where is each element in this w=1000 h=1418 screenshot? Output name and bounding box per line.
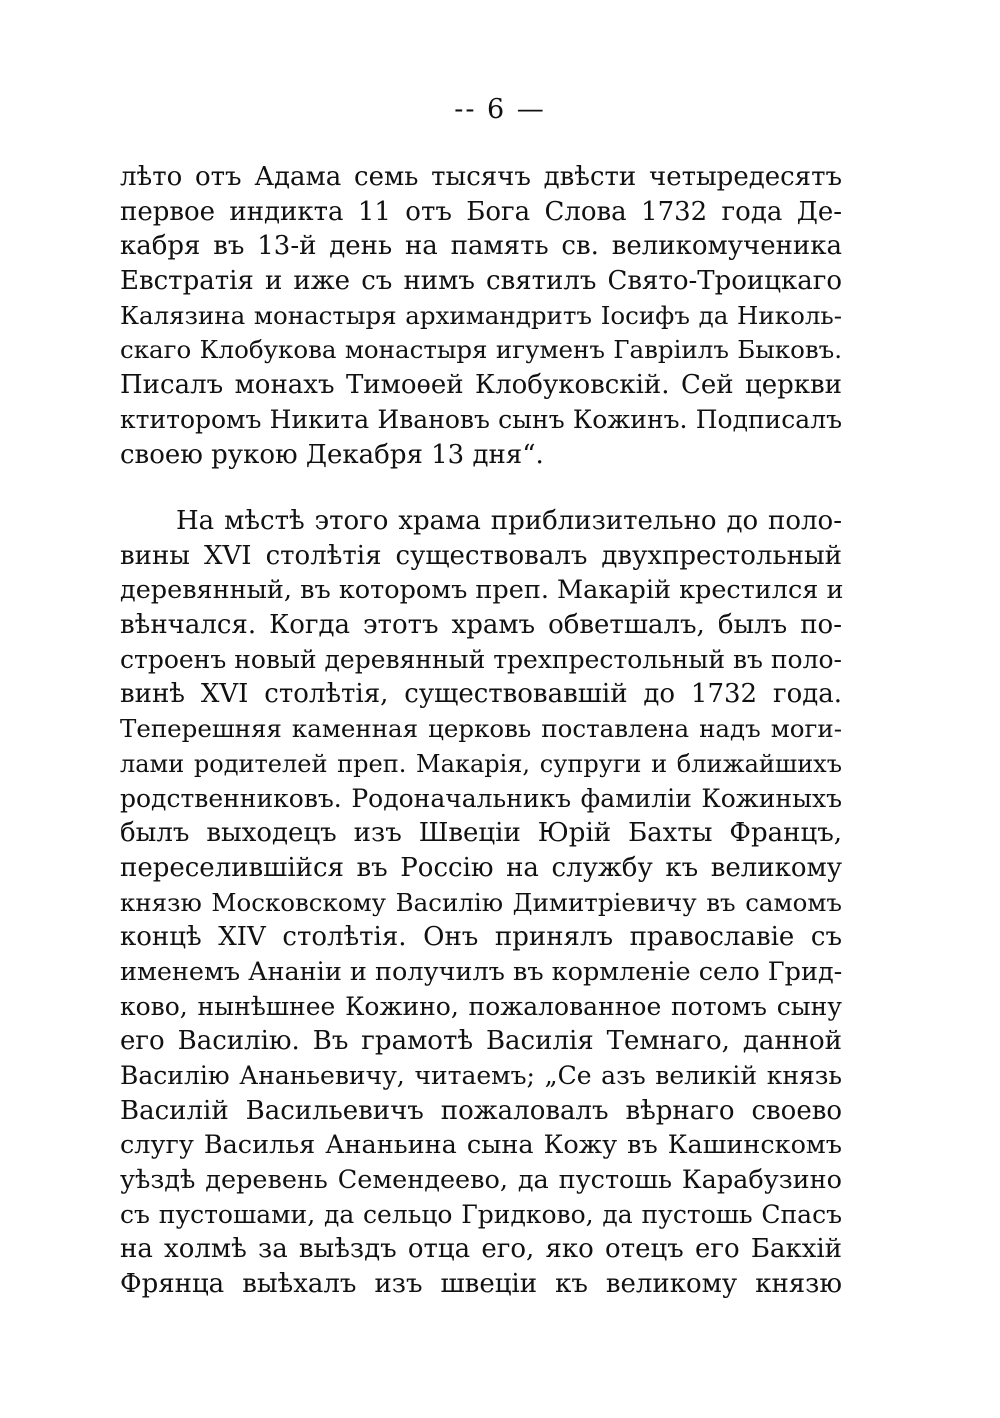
text-line: Евстратія и иже съ нимъ святилъ Свято-Троицкаго [120,266,842,297]
text-line: переселившійся въ Россію на службу къ великому [120,852,842,883]
text-line: вѣнчался. Когда этотъ храмъ обветшалъ, былъ по- [120,610,842,641]
text-line: вины XVI столѣтія существовалъ двухпрестольный [120,540,842,571]
text-line: на холмѣ за выѣздъ отца его, яко отецъ его Бакхій [120,1234,842,1265]
text-line: Василій Васильевичъ пожаловалъ вѣрнаго своево [120,1095,842,1126]
text-line: кабря въ 13-й день на память св. великомученика [120,231,842,262]
text-line: его Василію. Въ грамотѣ Василія Темнаго, данной [120,1026,842,1057]
text-line: съ пустошами, да сельцо Гридково, да пустошь Спасъ [120,1199,842,1229]
text-line: Теперешняя каменная церковь поставлена надъ моги- [120,714,842,744]
text-line: своею рукою Декабря 13 дня“. [120,439,544,470]
text-line: концѣ XIV столѣтія. Онъ принялъ православіе съ [120,922,842,953]
text-line: ково, нынѣшнее Кожино, пожалованное потомъ сыну [120,991,842,1021]
text-line: именемъ Ананіи и получилъ въ кормленіе село Грид- [120,956,843,987]
text-line: Калязина монастыря архимандритъ Іосифъ да Николь- [120,300,842,330]
text-line: Писалъ монахъ Тимоѳей Клобуковскій. Сей церкви [120,370,842,401]
text-line: лами родителей преп. Макарія, супруги и ближайшихъ [120,749,842,778]
text-line: На мѣстѣ этого храма приблизительно до поло- [176,506,842,536]
text-line: ктиторомъ Никита Ивановъ сынъ Кожинъ. Подписалъ [120,404,842,434]
text-line: родственниковъ. Родоначальникъ фамиліи Кожиныхъ [120,783,842,813]
text-line: лѣто отъ Адама семь тысячъ двѣсти четыредесятъ [120,162,842,192]
text-line: Василію Ананьевичу, читаемъ; „Се азъ великій князь [120,1061,842,1090]
text-line: слугу Василья Ананьина сына Кожу въ Кашинскомъ [120,1130,842,1161]
page-number: -- 6 — [454,94,546,125]
text-line: уѣздѣ деревень Семендеево, да пустошь Карабузино [120,1165,842,1196]
text-line: Фрянца выѣхалъ изъ швеціи къ великому князю [120,1269,842,1300]
text-line: строенъ новый деревянный трехпрестольный въ поло- [120,644,842,674]
text-line: былъ выходецъ изъ Швеціи Юрій Бахты Францъ, [120,818,842,849]
paragraph-1 [120,160,842,472]
text-line: князю Московскому Василію Димитріевичу въ самомъ [120,887,842,917]
text-line: деревянный, въ которомъ преп. Макарій крестился и [120,575,844,606]
paragraph-2 [120,504,842,1302]
text-line: скаго Клобукова монастыря игуменъ Гавріилъ Быковъ. [120,335,842,365]
text-line: первое индикта 11 отъ Бога Слова 1732 года Де- [120,196,842,227]
text-line: винѣ XVI столѣтія, существовавшій до 1732 года. [120,679,842,710]
